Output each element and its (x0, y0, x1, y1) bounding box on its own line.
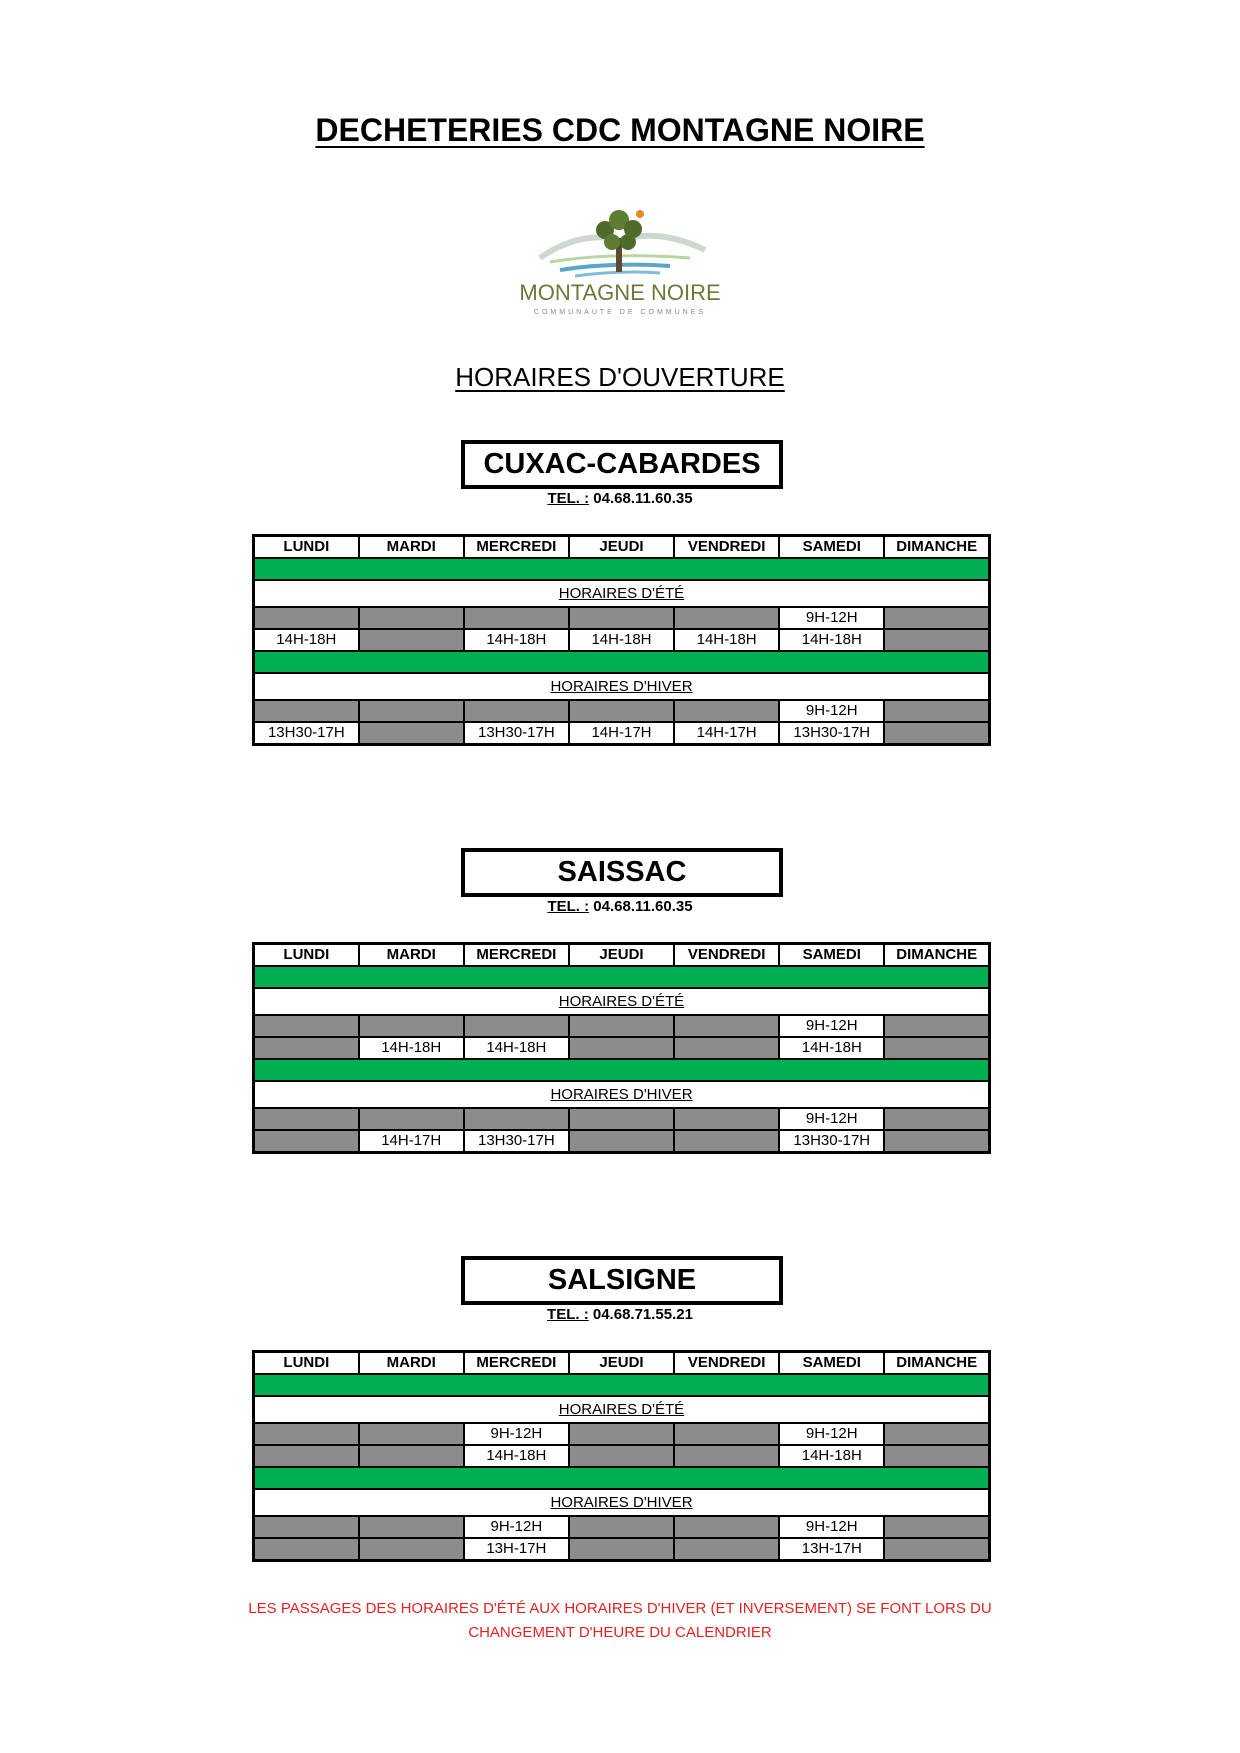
season-label-row (254, 1396, 990, 1423)
open-hours-cell: 9H-12H (779, 1516, 884, 1538)
days-header-row (254, 944, 990, 967)
day-header: JEUDI (569, 1352, 674, 1375)
open-hours-cell: 14H-18H (254, 629, 359, 651)
closed-cell (884, 607, 989, 629)
closed-cell (569, 1516, 674, 1538)
season-label: HORAIRES D'HIVER (550, 1085, 693, 1103)
summer-hours-row (254, 1015, 990, 1037)
closed-cell (254, 1445, 359, 1467)
day-header: SAMEDI (779, 1352, 884, 1375)
season-cell (254, 1396, 990, 1423)
tel-label: TEL. : (547, 1306, 589, 1323)
day-header: MARDI (359, 1352, 464, 1375)
season-label: HORAIRES D'ÉTÉ (558, 1400, 685, 1418)
closed-cell (674, 1516, 779, 1538)
closed-cell (569, 607, 674, 629)
closed-cell (884, 700, 989, 722)
closed-cell (359, 1516, 464, 1538)
season-label: HORAIRES D'ÉTÉ (558, 584, 685, 602)
day-header: MERCREDI (464, 536, 569, 559)
site-name: CUXAC-CABARDES (461, 440, 783, 489)
closed-cell (569, 1130, 674, 1153)
closed-cell (569, 700, 674, 722)
closed-cell (359, 722, 464, 745)
closed-cell (674, 1130, 779, 1153)
open-hours-cell: 9H-12H (779, 700, 884, 722)
closed-cell (464, 700, 569, 722)
open-hours-cell: 14H-17H (674, 722, 779, 745)
tel-number: 04.68.71.55.21 (592, 1306, 693, 1323)
summer-hours-row (254, 1445, 990, 1467)
season-label-row (254, 1081, 990, 1108)
winter-hours-row (254, 722, 990, 745)
green-separator-row (254, 1374, 990, 1396)
schedule-table (252, 942, 991, 1154)
green-band (254, 1467, 990, 1489)
closed-cell (359, 629, 464, 651)
closed-cell (674, 700, 779, 722)
day-header: VENDREDI (674, 944, 779, 967)
season-label-row (254, 1489, 990, 1516)
green-separator-row (254, 966, 990, 988)
site-phone (0, 490, 1240, 507)
open-hours-cell: 14H-18H (779, 629, 884, 651)
tel-label: TEL. : (547, 490, 590, 507)
open-hours-cell: 14H-17H (359, 1130, 464, 1153)
closed-cell (254, 1130, 359, 1153)
schedule-table (252, 534, 991, 746)
summer-hours-row (254, 1037, 990, 1059)
day-header: MARDI (359, 536, 464, 559)
tel-number: 04.68.11.60.35 (593, 490, 693, 507)
tel-number: 04.68.11.60.35 (593, 898, 693, 915)
day-header: LUNDI (254, 1352, 359, 1375)
open-hours-cell: 13H30-17H (254, 722, 359, 745)
logo-name: MONTAGNE NOIRE (520, 280, 720, 305)
closed-cell (254, 1516, 359, 1538)
closed-cell (359, 1538, 464, 1561)
note-line-2: CHANGEMENT D'HEURE DU CALENDRIER (468, 1624, 772, 1641)
closed-cell (674, 607, 779, 629)
days-header-row (254, 536, 990, 559)
season-label-row (254, 673, 990, 700)
day-header: MARDI (359, 944, 464, 967)
day-header: DIMANCHE (884, 536, 989, 559)
green-separator-row (254, 558, 990, 580)
closed-cell (569, 1037, 674, 1059)
summer-hours-row (254, 1423, 990, 1445)
closed-cell (464, 1015, 569, 1037)
season-cell (254, 1489, 990, 1516)
closed-cell (674, 1108, 779, 1130)
open-hours-cell: 14H-18H (464, 1037, 569, 1059)
closed-cell (359, 1423, 464, 1445)
open-hours-cell: 14H-17H (569, 722, 674, 745)
page-title: DECHETERIES CDC MONTAGNE NOIRE (315, 112, 925, 148)
days-header-row (254, 1352, 990, 1375)
tree-logo-icon (520, 200, 720, 320)
closed-cell (254, 700, 359, 722)
season-label: HORAIRES D'HIVER (550, 1493, 693, 1511)
montagne-noire-logo (520, 200, 720, 320)
closed-cell (254, 1108, 359, 1130)
open-hours-cell: 9H-12H (779, 1423, 884, 1445)
green-separator-row (254, 1059, 990, 1081)
day-header: VENDREDI (674, 1352, 779, 1375)
opening-hours-heading: HORAIRES D'OUVERTURE (455, 362, 785, 392)
closed-cell (674, 1423, 779, 1445)
closed-cell (569, 1108, 674, 1130)
green-separator-row (254, 651, 990, 673)
green-separator-row (254, 1467, 990, 1489)
day-header: VENDREDI (674, 536, 779, 559)
summer-hours-row (254, 629, 990, 651)
open-hours-cell: 14H-18H (464, 1445, 569, 1467)
open-hours-cell: 14H-18H (569, 629, 674, 651)
site-name: SALSIGNE (461, 1256, 783, 1305)
closed-cell (674, 1037, 779, 1059)
closed-cell (254, 1037, 359, 1059)
season-cell (254, 1081, 990, 1108)
open-hours-cell: 14H-18H (674, 629, 779, 651)
open-hours-cell: 14H-18H (779, 1037, 884, 1059)
closed-cell (569, 1015, 674, 1037)
day-header: SAMEDI (779, 536, 884, 559)
season-change-note (0, 1597, 1240, 1645)
open-hours-cell: 9H-12H (779, 607, 884, 629)
day-header: DIMANCHE (884, 944, 989, 967)
day-header: MERCREDI (464, 944, 569, 967)
closed-cell (569, 1538, 674, 1561)
closed-cell (884, 1538, 989, 1561)
open-hours-cell: 13H30-17H (464, 1130, 569, 1153)
day-header: JEUDI (569, 944, 674, 967)
closed-cell (674, 1445, 779, 1467)
open-hours-cell: 14H-18H (779, 1445, 884, 1467)
season-cell (254, 673, 990, 700)
closed-cell (464, 607, 569, 629)
season-label-row (254, 988, 990, 1015)
day-header: JEUDI (569, 536, 674, 559)
green-band (254, 966, 990, 988)
closed-cell (359, 1015, 464, 1037)
closed-cell (884, 1130, 989, 1153)
day-header: LUNDI (254, 536, 359, 559)
site-name: SAISSAC (461, 848, 783, 897)
summer-hours-row (254, 607, 990, 629)
winter-hours-row (254, 700, 990, 722)
closed-cell (359, 1108, 464, 1130)
green-band (254, 651, 990, 673)
season-label: HORAIRES D'HIVER (550, 677, 693, 695)
green-band (254, 558, 990, 580)
open-hours-cell: 9H-12H (779, 1108, 884, 1130)
schedule-table (252, 1350, 991, 1562)
closed-cell (884, 629, 989, 651)
site-phone (0, 1306, 1240, 1323)
open-hours-cell: 13H30-17H (779, 722, 884, 745)
open-hours-cell: 13H-17H (779, 1538, 884, 1561)
note-line-1: LES PASSAGES DES HORAIRES D'ÉTÉ AUX HORAIRES D'HIVER (ET INVERSEMENT) SE FONT LORS DU (248, 1600, 992, 1617)
closed-cell (884, 1015, 989, 1037)
green-band (254, 1059, 990, 1081)
day-header: SAMEDI (779, 944, 884, 967)
site-phone (0, 898, 1240, 915)
closed-cell (359, 607, 464, 629)
season-label-row (254, 580, 990, 607)
closed-cell (884, 1037, 989, 1059)
season-cell (254, 580, 990, 607)
closed-cell (254, 1015, 359, 1037)
day-header: DIMANCHE (884, 1352, 989, 1375)
open-hours-cell: 9H-12H (464, 1423, 569, 1445)
winter-hours-row (254, 1108, 990, 1130)
closed-cell (674, 1538, 779, 1561)
open-hours-cell: 14H-18H (359, 1037, 464, 1059)
closed-cell (254, 607, 359, 629)
closed-cell (884, 1423, 989, 1445)
open-hours-cell: 13H30-17H (779, 1130, 884, 1153)
closed-cell (359, 1445, 464, 1467)
closed-cell (254, 1538, 359, 1561)
open-hours-cell: 9H-12H (464, 1516, 569, 1538)
green-band (254, 1374, 990, 1396)
closed-cell (884, 1445, 989, 1467)
open-hours-cell: 14H-18H (464, 629, 569, 651)
winter-hours-row (254, 1516, 990, 1538)
winter-hours-row (254, 1538, 990, 1561)
season-cell (254, 988, 990, 1015)
closed-cell (359, 700, 464, 722)
open-hours-cell: 13H30-17H (464, 722, 569, 745)
closed-cell (884, 1108, 989, 1130)
closed-cell (254, 1423, 359, 1445)
closed-cell (569, 1423, 674, 1445)
closed-cell (569, 1445, 674, 1467)
day-header: MERCREDI (464, 1352, 569, 1375)
day-header: LUNDI (254, 944, 359, 967)
closed-cell (884, 722, 989, 745)
closed-cell (464, 1108, 569, 1130)
open-hours-cell: 13H-17H (464, 1538, 569, 1561)
season-label: HORAIRES D'ÉTÉ (558, 992, 685, 1010)
closed-cell (884, 1516, 989, 1538)
winter-hours-row (254, 1130, 990, 1153)
closed-cell (674, 1015, 779, 1037)
tel-label: TEL. : (547, 898, 590, 915)
open-hours-cell: 9H-12H (779, 1015, 884, 1037)
logo-tagline: COMMUNAUTÉ DE COMMUNES (533, 309, 707, 316)
